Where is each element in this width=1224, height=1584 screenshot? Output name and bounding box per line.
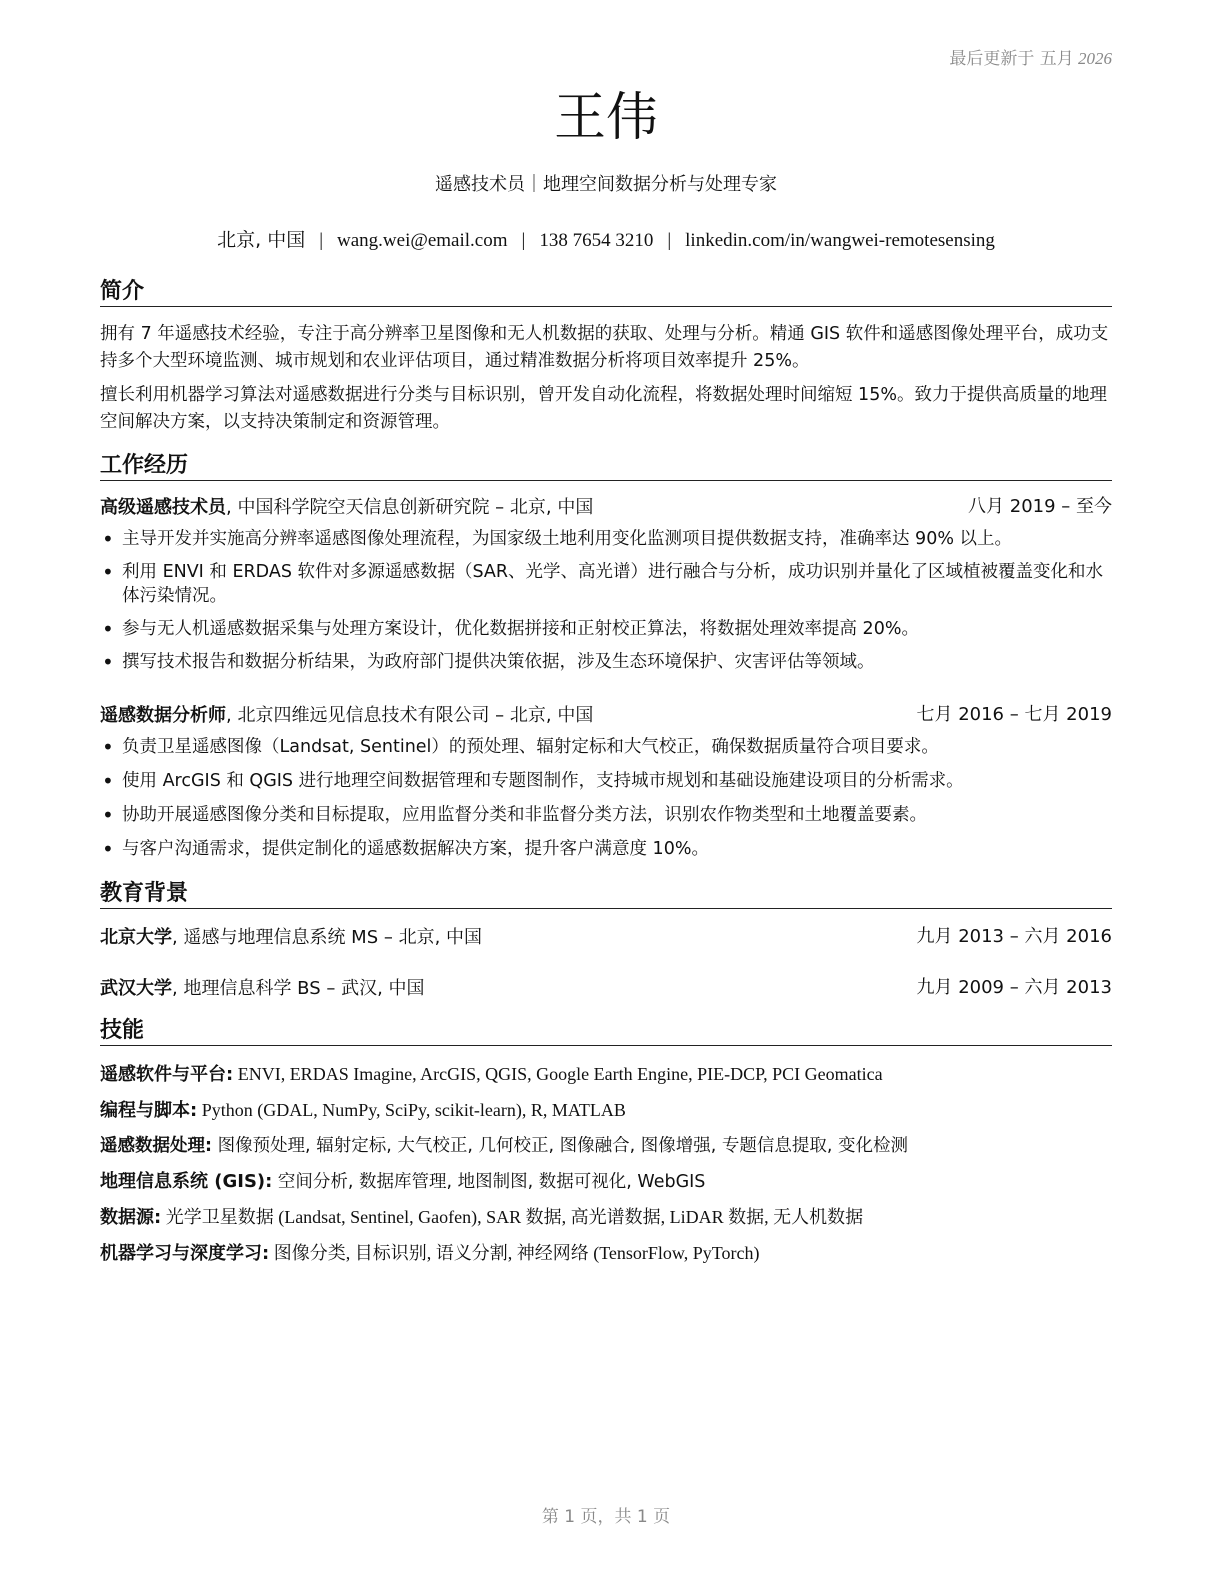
- job-bullet: • 利用 ENVI 和 ERDAS 软件对多源遥感数据（SAR、光学、高光谱）进行融合与分析，成功识别并量化了区域植被覆盖变化和水体污染情况。: [100, 560, 1112, 608]
- job-dates: 八月 2019 – 至今: [968, 496, 1112, 517]
- skill-label: 机器学习与深度学习:: [100, 1243, 270, 1264]
- last-updated: [949, 44, 1112, 69]
- skill-value: Python (GDAL, NumPy, SciPy, scikit-learn), R, MATLAB: [197, 1100, 626, 1120]
- education-detail: , 地理信息科学 BS – 武汉, 中国: [172, 978, 425, 999]
- resume-page: [100, 0, 1112, 1584]
- job-role: 高级遥感技术员: [100, 497, 226, 518]
- education-heading: 教育背景: [100, 880, 1112, 909]
- job-bullet: • 协助开展遥感图像分类和目标提取，应用监督分类和非监督分类方法，识别农作物类型和土地覆盖要素。: [100, 803, 1112, 827]
- education-school: 北京大学: [100, 927, 172, 948]
- contact-separator: |: [319, 230, 324, 251]
- candidate-subtitle: 遥感技术员｜地理空间数据分析与处理专家: [435, 174, 777, 195]
- job-bullets: [100, 527, 1112, 674]
- job-entry: [100, 703, 1112, 861]
- contact-separator: |: [521, 230, 526, 251]
- job-header: [100, 703, 1112, 728]
- job-role: 遥感数据分析师: [100, 705, 226, 726]
- education-dates: 九月 2013 – 六月 2016: [916, 926, 1112, 947]
- summary-paragraph: 擅长利用机器学习算法对遥感数据进行分类与目标识别，曾开发自动化流程，将数据处理时间缩短 15%。致力于提供高质量的地理空间解决方案，以支持决策制定和资源管理。: [100, 385, 1107, 432]
- skill-line: [100, 1062, 1112, 1087]
- job-bullet: • 与客户沟通需求，提供定制化的遥感数据解决方案，提升客户满意度 10%。: [100, 837, 1112, 861]
- skill-line: [100, 1169, 1112, 1194]
- contact-separator: |: [667, 230, 672, 251]
- skill-label: 遥感数据处理:: [100, 1136, 212, 1156]
- skill-value: 图像预处理, 辐射定标, 大气校正, 几何校正, 图像融合, 图像增强, 专题信息提取, 变化检测: [212, 1136, 908, 1156]
- education-school: 武汉大学: [100, 978, 172, 999]
- contact-phone: 138 7654 3210: [539, 230, 654, 251]
- education-entry: [100, 976, 1112, 1001]
- job-bullet: • 撰写技术报告和数据分析结果，为政府部门提供决策依据，涉及生态环境保护、灾害评估等领域。: [100, 650, 1112, 674]
- experience-heading: 工作经历: [100, 452, 1112, 481]
- skill-line: [100, 1205, 1112, 1230]
- skills-heading: 技能: [100, 1017, 1112, 1046]
- summary-section: [100, 278, 1112, 436]
- skill-line: [100, 1241, 1112, 1266]
- job-entry: [100, 495, 1112, 674]
- experience-section: [100, 452, 1112, 861]
- contact-linkedin-link[interactable]: linkedin.com/in/wangwei-remotesensing: [685, 230, 995, 251]
- skill-value: ENVI, ERDAS Imagine, ArcGIS, QGIS, Google Earth Engine, PIE-DCP, PCI Geomatica: [233, 1064, 883, 1084]
- job-org: , 北京四维远见信息技术有限公司 – 北京, 中国: [226, 705, 594, 726]
- job-bullet: • 参与无人机遥感数据采集与处理方案设计，优化数据拼接和正射校正算法，将数据处理效率提高 20%。: [100, 617, 1112, 641]
- skill-value: 图像分类, 目标识别, 语义分割, 神经网络 (TensorFlow, PyTorch): [269, 1243, 760, 1263]
- summary-paragraph: 拥有 7 年遥感技术经验，专注于高分辨率卫星图像和无人机数据的获取、处理与分析。精通 GIS 软件和遥感图像处理平台，成功支持多个大型环境监测、城市规划和农业评估项目，通过精准数据分析将项目效率提升 25%。: [100, 324, 1109, 371]
- candidate-name: 王伟: [553, 88, 658, 148]
- education-dates: 九月 2009 – 六月 2013: [916, 977, 1112, 998]
- education-detail: , 遥感与地理信息系统 MS – 北京, 中国: [172, 927, 483, 948]
- last-updated-year: 2026: [1078, 49, 1112, 68]
- job-header: [100, 495, 1112, 520]
- summary-heading: 简介: [100, 278, 1112, 307]
- contact-line: [100, 225, 1112, 252]
- job-org: , 中国科学院空天信息创新研究院 – 北京, 中国: [226, 497, 594, 518]
- job-bullet: • 主导开发并实施高分辨率遥感图像处理流程，为国家级土地利用变化监测项目提供数据支持，准确率达 90% 以上。: [100, 527, 1112, 551]
- skill-label: 遥感软件与平台:: [100, 1064, 234, 1085]
- skill-label: 编程与脚本:: [100, 1100, 198, 1121]
- skill-value: 光学卫星数据 (Landsat, Sentinel, Gaofen), SAR 数据, 高光谱数据, LiDAR 数据, 无人机数据: [161, 1207, 864, 1227]
- contact-location: 北京, 中国: [217, 229, 306, 251]
- skill-value: 空间分析, 数据库管理, 地图制图, 数据可视化, WebGIS: [272, 1172, 706, 1192]
- skill-label: 数据源:: [100, 1207, 162, 1228]
- job-dates: 七月 2016 – 七月 2019: [916, 704, 1112, 725]
- last-updated-text: 最后更新于 五月: [949, 49, 1074, 69]
- contact-email-link[interactable]: wang.wei@email.com: [337, 230, 508, 251]
- job-bullets: [100, 735, 1112, 861]
- education-entry: [100, 925, 1112, 950]
- skill-line: [100, 1098, 1112, 1123]
- skills-section: [100, 1017, 1112, 1266]
- job-bullet: • 使用 ArcGIS 和 QGIS 进行地理空间数据管理和专题图制作，支持城市规划和基础设施建设项目的分析需求。: [100, 769, 1112, 793]
- skill-line: [100, 1134, 1112, 1158]
- page-number: 第 1 页，共 1 页: [541, 1507, 671, 1527]
- skill-label: 地理信息系统 (GIS):: [100, 1171, 273, 1192]
- job-bullet: • 负责卫星遥感图像（Landsat, Sentinel）的预处理、辐射定标和大气校正，确保数据质量符合项目要求。: [100, 735, 1112, 759]
- education-section: [100, 880, 1112, 1001]
